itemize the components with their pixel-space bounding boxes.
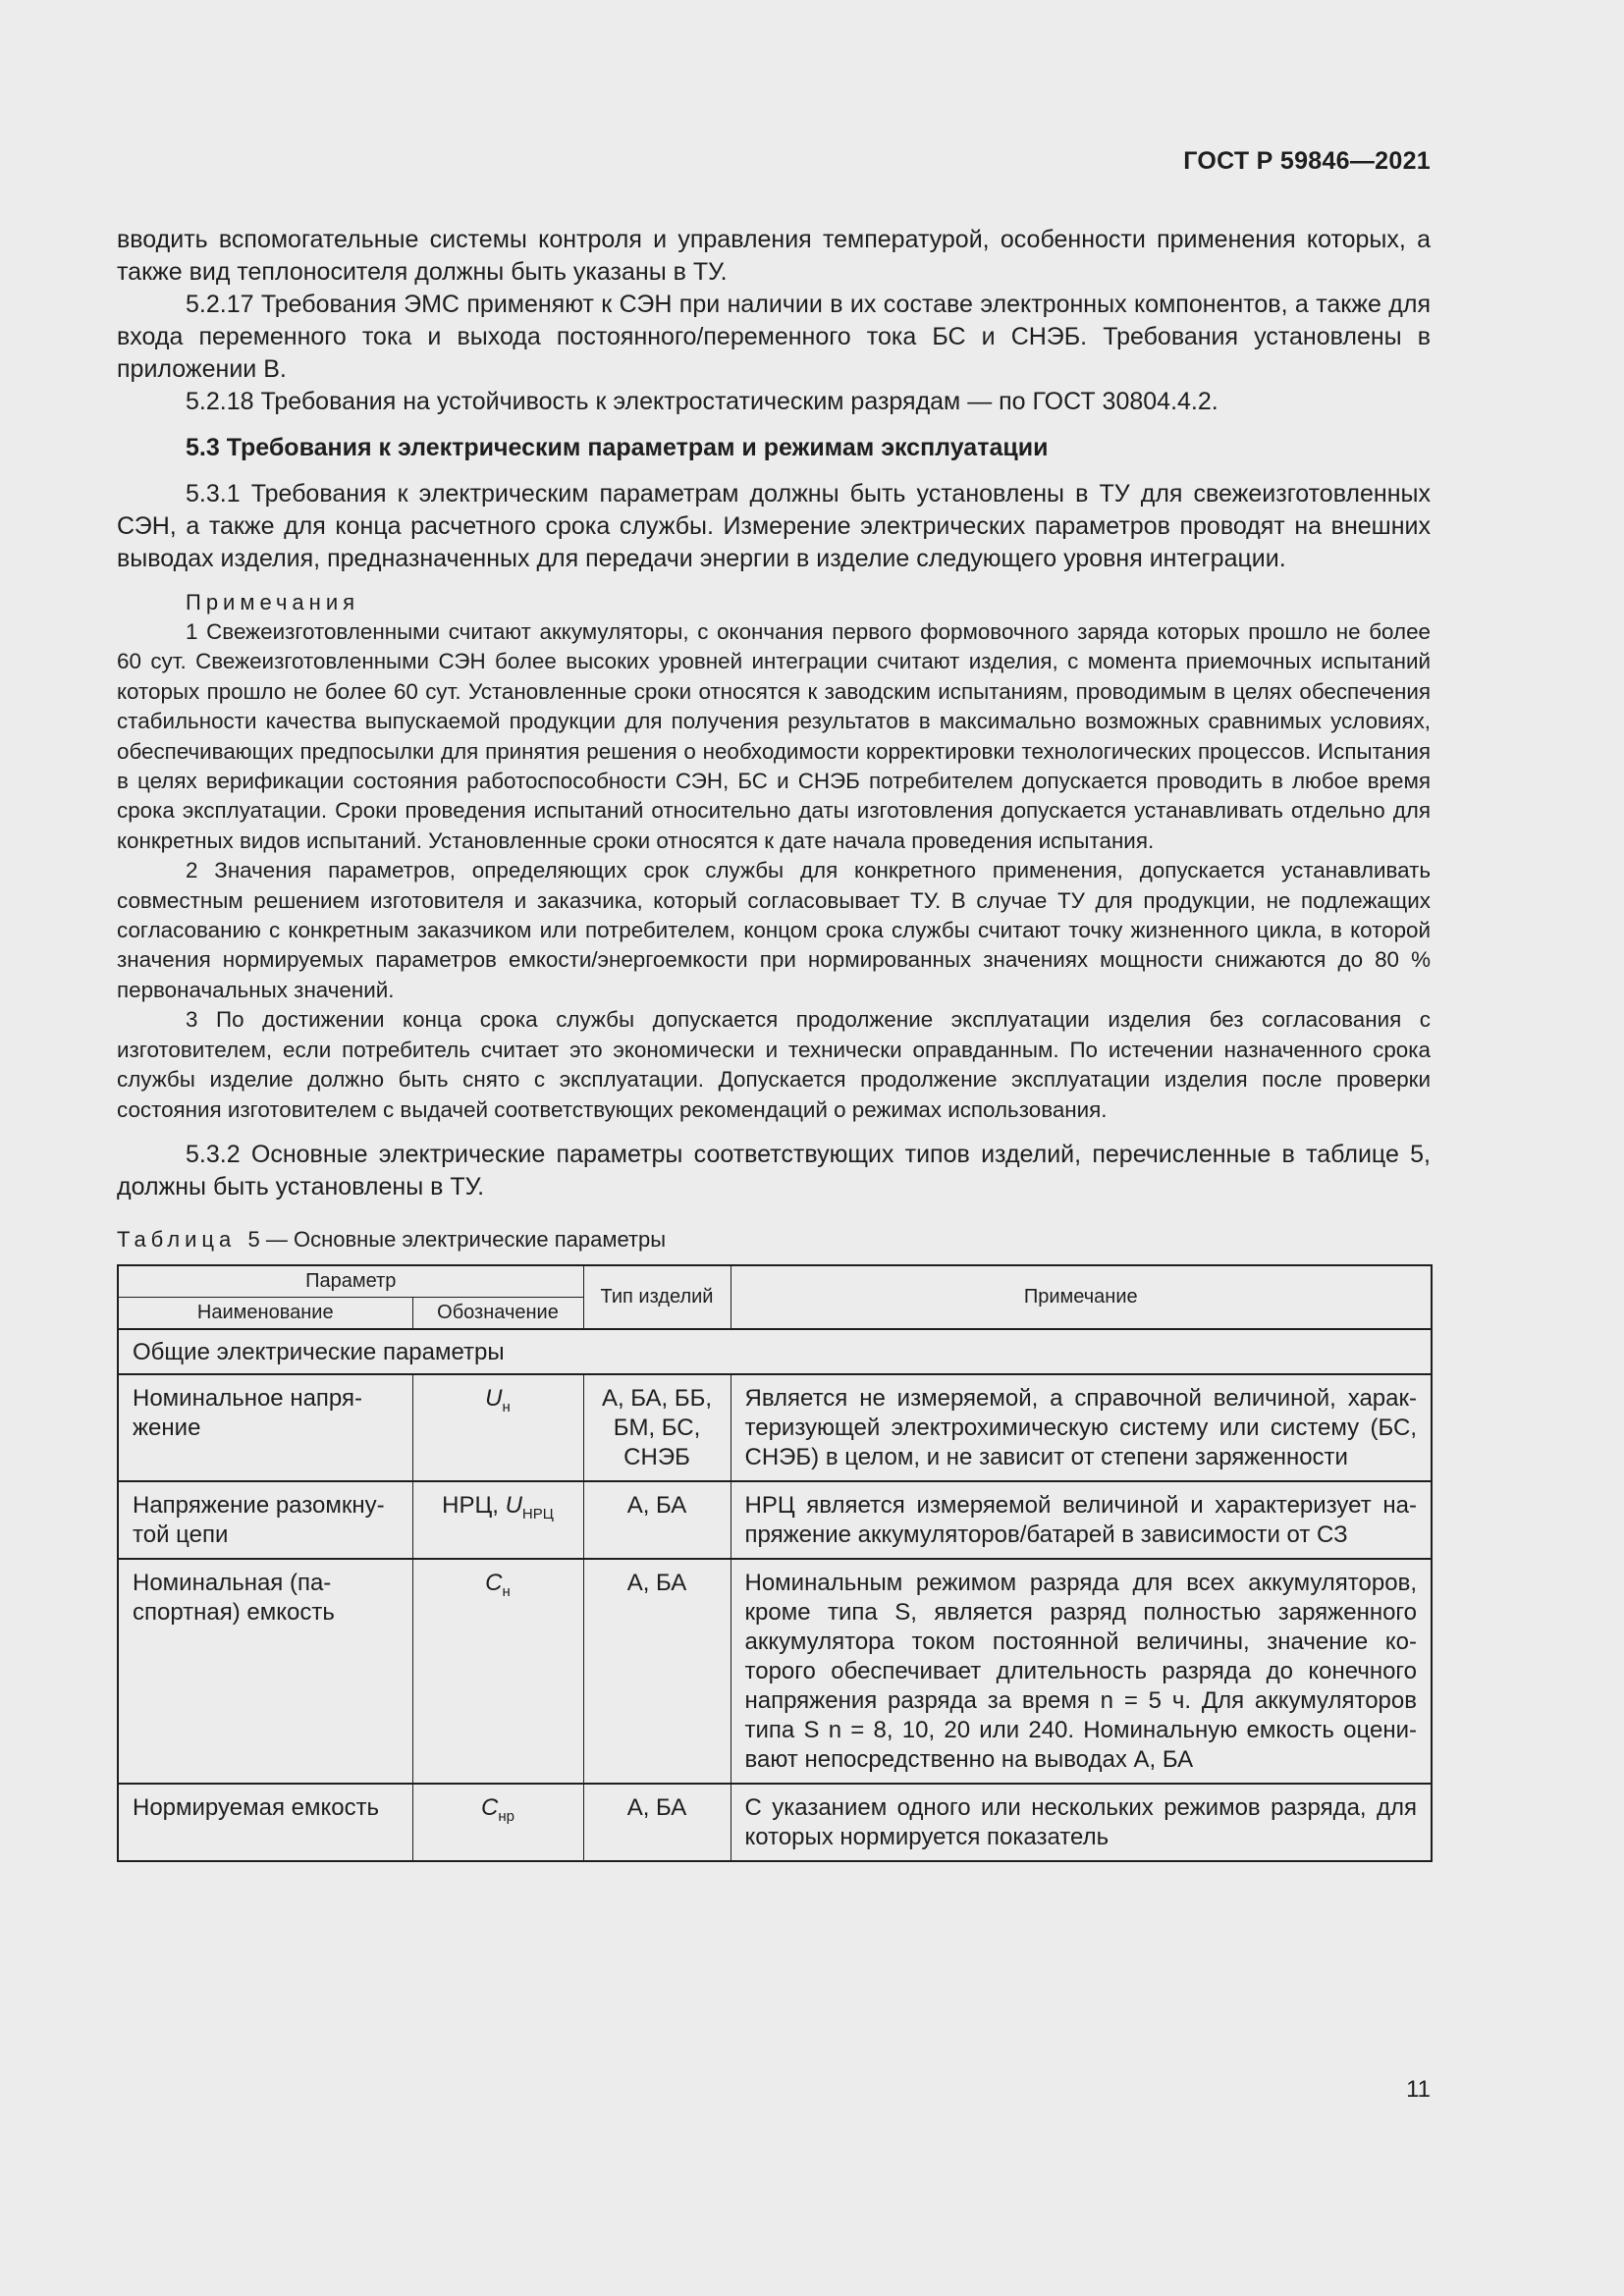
- cell-name: Номинальное напряжение: [118, 1374, 412, 1481]
- note-3: 3 По достижении конца срока службы допускается продолжение эксплуатации изделия без согласования с изготовителем, если потребитель считает это экономически и технически оправданным. По истечении назначенного срока службы изделие должно быть снято с эксплуатации. Допускается продолжение эксплуатации изделия после проверки состояния изготовителем с выдачей соответствующих рекомендаций о режимах использования.: [117, 1007, 1431, 1122]
- cell-type: А, БА: [583, 1559, 731, 1784]
- cell-name: Напряжение разомкнутой цепи: [118, 1481, 412, 1559]
- header-note: Примечание: [731, 1265, 1432, 1329]
- cell-note: С указанием одного или нескольких режимов разряда, для которых нормируется показатель: [731, 1784, 1432, 1861]
- notes-heading: Примечания: [186, 590, 360, 614]
- note-2: 2 Значения параметров, определяющих срок службы для конкретного применения, допускается устанавливать совместным решением изготовителя и заказчика, который согласовывает ТУ. В случае ТУ для продукции, не подлежащих согласованию с конкретным заказчиком или потребителем, концом срока службы считают точку жизненного цикла, в которой значения нормируемых параметров емкости/энергоемкости при нормированных значениях мощности снижаются до 80 % первоначальных значений.: [117, 858, 1431, 1002]
- paragraph-continued: вводить вспомогательные системы контроля и управления температурой, особенности применения которых, а также вид теплоносителя должны быть указаны в ТУ.: [117, 226, 1431, 286]
- standard-designation: ГОСТ Р 59846—2021: [1183, 147, 1431, 175]
- cell-symbol: $C_н$: [412, 1559, 583, 1784]
- table-row: [118, 1374, 1432, 1481]
- table-row: [118, 1481, 1432, 1559]
- group-label: Общие электрические параметры: [118, 1329, 1432, 1374]
- cell-name: Нормируемая емкость: [118, 1784, 412, 1861]
- notes-block: [117, 588, 1431, 1125]
- paragraph-5-3-1: 5.3.1 Требования к электрическим параметрам должны быть установлены в ТУ для свежеизготовленных СЭН, а также для конца расчетного срока службы. Измерение электрических параметров проводят на внешних выводах изделия, предназначенных для передачи энергии в изделие следующего уровня интеграции.: [117, 480, 1431, 572]
- cell-type: А, БА, ББ, БМ, БС, СНЭБ: [583, 1374, 731, 1481]
- header-parameter: Параметр: [118, 1265, 583, 1298]
- page-number: 11: [1406, 2076, 1431, 2103]
- cell-type: А, БА: [583, 1784, 731, 1861]
- table-5: [117, 1264, 1433, 1862]
- cell-note: Является не измеряемой, а справочной величиной, характеризующей электрохимическую систему или систему (БС, СНЭБ) в целом, и не зависит от степени заряженности: [731, 1374, 1432, 1481]
- table-caption: [117, 1225, 1431, 1255]
- cell-symbol: $U_н$: [412, 1374, 583, 1481]
- table-row: [118, 1559, 1432, 1784]
- paragraph-5-3-2: 5.3.2 Основные электрические параметры соответствующих типов изделий, перечисленные в таблице 5, должны быть установлены в ТУ.: [117, 1140, 1431, 1201]
- paragraph-5-2-18: 5.2.18 Требования на устойчивость к электростатическим разрядам — по ГОСТ 30804.4.2.: [186, 388, 1218, 415]
- section-title-5-3: 5.3 Требования к электрическим параметрам и режимам эксплуатации: [186, 434, 1049, 461]
- note-1: 1 Свежеизготовленными считают аккумуляторы, с окончания первого формовочного заряда которых прошло не более 60 сут. Свежеизготовленными СЭН более высоких уровней интеграции считают изделия, с момента приемочных испытаний которых прошло не более 60 сут. Установленные сроки относятся к заводским испытаниям, проводимым в целях обеспечения стабильности качества выпускаемой продукции для получения результатов в максимально возможных сравнимых условиях, обеспечивающих предпосылки для принятия решения о необходимости корректировки технологических процессов. Испытания в целях верификации состояния работоспособности СЭН, БС и СНЭБ потребителем допускается проводить в любое время срока эксплуатации. Сроки проведения испытаний относительно даты изготовления допускается устанавливать отдельно для конкретных видов испытаний. Установленные сроки относятся к дате начала проведения испытания.: [117, 619, 1431, 853]
- table-header-row-1: [118, 1265, 1432, 1298]
- table-group-row: [118, 1329, 1432, 1374]
- cell-note: НРЦ является измеряемой величиной и характеризует напряжение аккумуляторов/батарей в зависимости от СЗ: [731, 1481, 1432, 1559]
- table-caption-label: Таблица: [117, 1226, 237, 1252]
- header-name: Наименование: [118, 1297, 412, 1329]
- header-type: Тип изделий: [583, 1265, 731, 1329]
- cell-type: А, БА: [583, 1481, 731, 1559]
- page-content: [117, 224, 1431, 1862]
- table-caption-text: 5 — Основные электрические параметры: [247, 1226, 667, 1252]
- cell-note: Номинальным режимом разряда для всех аккумуляторов, кроме типа S, является разряд полностью заряженного аккумулятора током постоянной величины, значение которого обеспечивает длительность разряда до конечного напряжения разряда за время n = 5 ч. Для аккумуляторов типа S n = 8, 10, 20 или 240. Номинальную емкость оценивают непосредственно на выводах А, БА: [731, 1559, 1432, 1784]
- header-symbol: Обозначение: [412, 1297, 583, 1329]
- paragraph-5-2-17: 5.2.17 Требования ЭМС применяют к СЭН при наличии в их составе электронных компонентов, а также для входа переменного тока и выхода постоянного/переменного тока БС и СНЭБ. Требования установлены в приложении В.: [117, 291, 1431, 383]
- table-row: [118, 1784, 1432, 1861]
- cell-symbol: $C_{нр}$: [412, 1784, 583, 1861]
- cell-name: Номинальная (паспортная) емкость: [118, 1559, 412, 1784]
- cell-symbol: НРЦ, $U_{НРЦ}$: [412, 1481, 583, 1559]
